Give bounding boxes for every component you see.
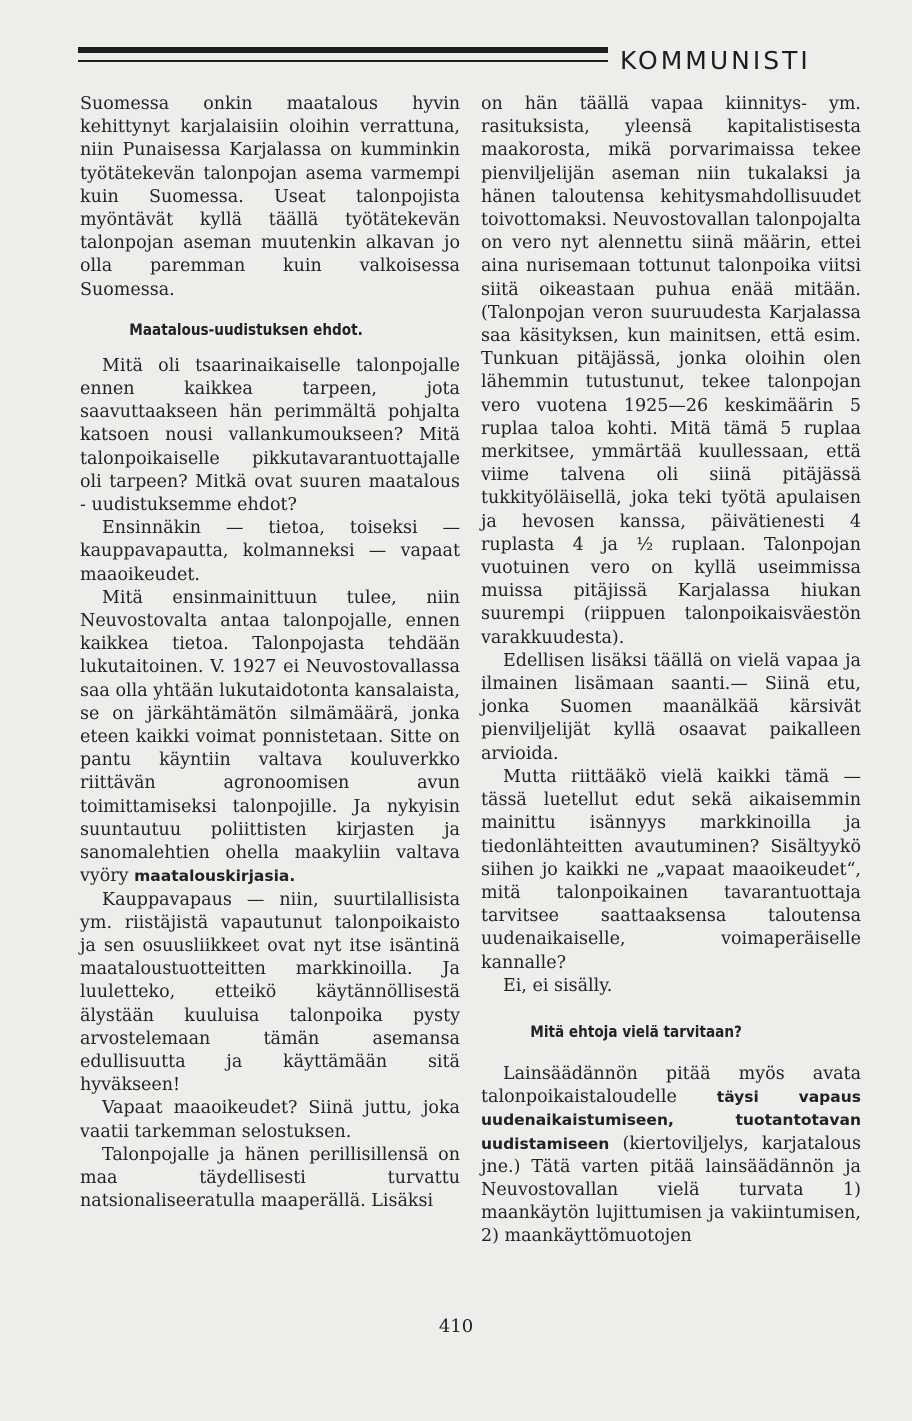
- paragraph: Edellisen lisäksi täällä on vielä vapaa ja ilmainen lisämaan saanti.— Siinä etu, jonka Suomen maanälkää kärsivät pienviljelijät kyllä osaavat paikalleen arvioida.: [481, 650, 861, 764]
- page-number: 410: [438, 1316, 474, 1337]
- section-heading: Mitä ehtoja vielä tarvitaan?: [530, 1021, 742, 1041]
- section-heading: Maatalous-uudistuksen ehdot.: [129, 319, 363, 339]
- paragraph: on hän täällä vapaa kiinnitys- ym. rasituksista, yleensä kapitalistisesta maakorosta, mikä porvarimaissa tekee pienviljelijän aseman niin tukalaksi ja hänen taloutensa kehitysmahdollisuudet toivottomaksi. Neuvostovallan talonpojalta on vero nyt alennettu siinä määrin, ettei aina nurisemaan tottunut talonpoika viitsi siitä oikeastaan puhua enää mitään. (Talonpojan veron suuruudesta Karjalassa saa käsityksen, kun mainitsen, että esim. Tunkuan pitäjässä, jonka oloihin olen lähemmin tutustunut, tekee talonpojan vero vuotena 1925—26 keskimäärin 5 ruplaa taloa kohti. Mitä tämä 5 ruplaa merkitsee, ymmärtää kuullessaan, että viime talvena oli siinä pitäjässä tukkityöläisellä, joka teki työtä apulaisen ja hevosen kanssa, päivätienesti 4 ruplasta 4 ja ½ ruplaan. Talonpojan vuotuinen vero on kyllä useimmissa muissa pitäjissä Karjalassa hiukan suurempi (riippuen talonpoikaisväestön varakkuudesta).: [481, 94, 861, 648]
- paragraph-text: (kiertoviljelys, karjatalous jne.) Tätä varten pitää lainsäädännön ja Neuvostovallan vielä turvata 1) maankäytön lujittumisen ja vakiintumisen, 2) maankäyttömuotojen: [481, 1133, 861, 1247]
- paragraph: Vapaat maaoikeudet? Siinä juttu, joka vaatii tarkemman selostuksen.: [80, 1098, 460, 1142]
- paragraph: Suomessa onkin maatalous hyvin kehittynyt karjalaisiin oloihin verrattuna, niin Punaisessa Karjalassa on kumminkin työtätekevän talonpojan asema varmempi kuin Suomessa. Useat talonpojista myöntävät kyllä täällä työtätekevän talonpojan aseman muutenkin alkavan jo olla paremman kuin valkoisessa Suomessa.: [80, 94, 460, 300]
- paragraph: [481, 1063, 861, 1249]
- paragraph: Talonpojalle ja hänen perillisillensä on maa täydellisesti turvattu natsionaliseeratulla maaperällä. Lisäksi: [80, 1144, 460, 1212]
- header-rule: [78, 47, 608, 53]
- bold-text: täysi vapaus uudenaikaistumiseen, tuotantotavan uudistamiseen: [481, 1088, 861, 1153]
- bold-text: maatalouskirjasia.: [134, 867, 296, 886]
- paragraph: Ei, ei sisälly.: [503, 975, 613, 996]
- right-column: [481, 93, 861, 1249]
- paragraph: Kauppavapaus — niin, suurtilallisista ym. riistäjistä vapautunut talonpoikaisto ja sen osuusliikkeet ovat nyt itse isäntinä maataloustuotteitten markkinoilla. Ja luuletteko, etteikö käytännöllisestä älystään kuuluisa talonpoika pysty arvostelemaan tämän asemansa edullisuutta ja käyttämään sitä hyväkseen!: [80, 889, 460, 1096]
- paragraph: Mitä oli tsaarinaikaiselle talonpojalle ennen kaikkea tarpeen, jota saavuttaakseen hän perimmältä pohjalta katsoen nousi vallankumoukseen? Mitä talonpoikaiselle pikkutavarantuottajalle oli tarpeen? Mitkä ovat suuren maatalous - uudistuksemme ehdot?: [80, 355, 460, 516]
- header-rule-thin: [78, 60, 608, 62]
- paragraph-text: Mitä ensinmainittuun tulee, niin Neuvostovalta antaa talonpojalle, ennen kaikkea tietoa. Talonpojasta tehdään lukutaitoinen. V. 1927 ei Neuvostovallassa saa olla yhtään lukutaidotonta kansalaista, se on järkähtämätön silmämäärä, jonka eteen kaikki voimat ponnistetaan. Sitte on pantu käyntiin valtava kouluverkko riittävän agronoomisen avun toimittamiseksi talonpojille. Ja nykyisin suuntautuu poliittisten kirjasten ja sanomalehtien ohella maakyliin valtava vyöry: [80, 587, 460, 887]
- left-column: [80, 93, 460, 1213]
- paragraph: Mutta riittääkö vielä kaikki tämä — tässä luetellut edut sekä aikaisemmin mainittu isännyys markkinoilla ja tiedonlähteitten avautuminen? Sisältyykö siihen jo kaikki ne „vapaat maaoikeudet“, mitä talonpoikainen tavarantuottaja tarvitsee saattaaksensa taloutensa uudenaikaiselle, voimaperäiselle kannalle?: [481, 766, 861, 973]
- paragraph-text: Lainsäädännön pitää myös avata talonpoikaistaloudelle: [481, 1063, 861, 1108]
- running-head: KOMMUNISTI: [620, 46, 811, 75]
- paragraph: [80, 587, 460, 889]
- paragraph: Ensinnäkin — tietoa, toiseksi — kauppavapautta, kolmanneksi — vapaat maaoikeudet.: [80, 518, 460, 585]
